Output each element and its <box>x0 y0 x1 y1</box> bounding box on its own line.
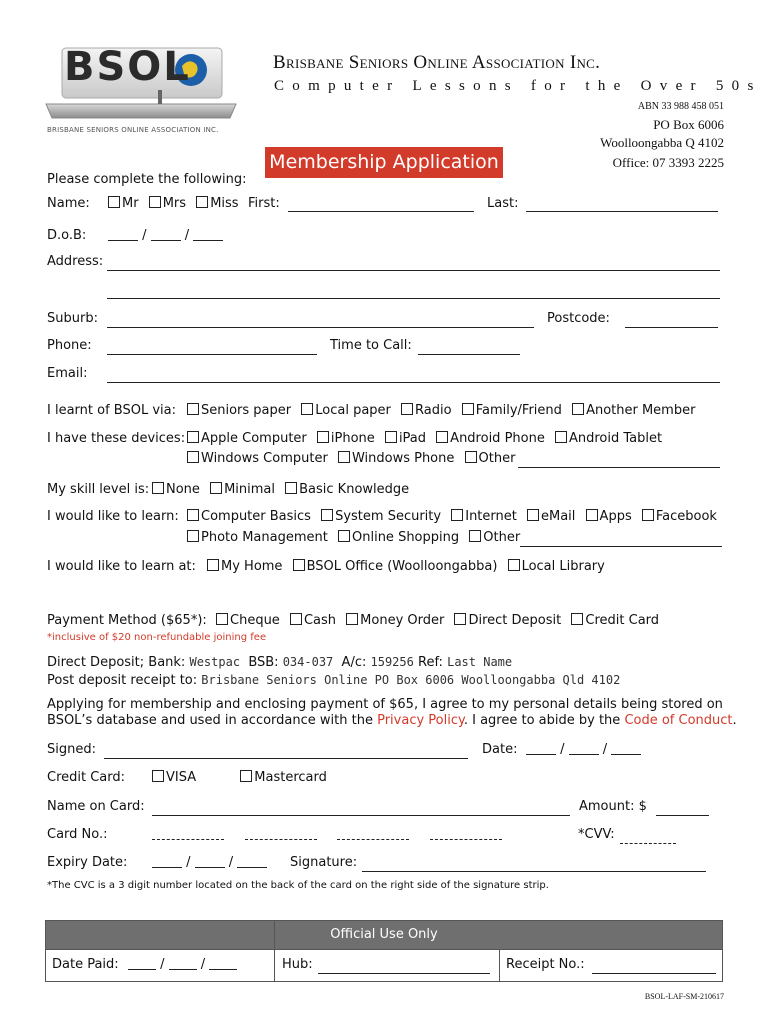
option-label: Cheque <box>230 613 280 628</box>
option-another-member[interactable] <box>572 403 695 418</box>
option-label: Mastercard <box>254 770 327 785</box>
card-number-field[interactable] <box>152 827 502 842</box>
dob-year-blank[interactable] <box>193 228 223 241</box>
post-receipt-line <box>47 673 620 688</box>
email-checkbox[interactable] <box>527 509 539 521</box>
amount-label: Amount: $ <box>579 799 647 814</box>
option-label: iPhone <box>330 431 375 446</box>
logo <box>44 44 239 139</box>
dob-label: D.o.B: <box>47 228 87 243</box>
signed-label: Signed: <box>47 742 96 757</box>
direct-deposit-line <box>47 655 512 670</box>
location-local-library[interactable] <box>508 559 605 574</box>
bsb-label: BSB: <box>248 655 279 670</box>
money-order-checkbox[interactable] <box>346 613 358 625</box>
sign-date-field[interactable]: / / <box>526 742 641 757</box>
learn-apps[interactable] <box>586 509 632 524</box>
paid-year-blank[interactable] <box>209 957 237 970</box>
payment-method-label: Payment Method ($65*): <box>47 613 207 628</box>
ac-label: A/c: <box>341 655 367 670</box>
option-label: Photo Management <box>201 530 328 545</box>
org-name: Brisbane Seniors Online Association Inc. <box>273 52 601 73</box>
skill-none-checkbox[interactable] <box>152 482 164 494</box>
photo-management-checkbox[interactable] <box>187 530 199 542</box>
sign-day-blank[interactable] <box>526 742 556 755</box>
option-label: Basic Knowledge <box>299 482 410 497</box>
postcode-label: Postcode: <box>547 311 610 326</box>
pay-cheque[interactable] <box>216 613 280 628</box>
option-label: Local paper <box>315 403 391 418</box>
learn-other-field[interactable] <box>520 532 722 547</box>
time-to-call-label: Time to Call: <box>330 338 412 353</box>
bsol-office-checkbox[interactable] <box>293 559 305 571</box>
learnt-label: I learnt of BSOL via: <box>47 403 176 418</box>
learn-internet[interactable] <box>451 509 517 524</box>
credit-card-checkbox[interactable] <box>571 613 583 625</box>
option-local-paper[interactable] <box>301 403 391 418</box>
windows-computer-checkbox[interactable] <box>187 451 199 463</box>
cvc-note: *The CVC is a 3 digit number located on the back of the card on the right side of the signature strip. <box>47 880 549 891</box>
cvv-label: *CVV: <box>578 827 615 842</box>
option-label: Android Tablet <box>568 431 663 446</box>
online-shopping-checkbox[interactable] <box>338 530 350 542</box>
device-ipad[interactable] <box>385 431 426 446</box>
dd-label: Direct Deposit; <box>47 655 145 670</box>
learn-system-security[interactable] <box>321 509 441 524</box>
devices-row-1 <box>187 431 668 446</box>
logo-caption: BRISBANE SENIORS ONLINE ASSOCIATION INC. <box>47 126 219 134</box>
option-label: Radio <box>415 403 452 418</box>
cash-checkbox[interactable] <box>290 613 302 625</box>
miss-label: Miss <box>210 196 239 211</box>
address-line-1-field[interactable] <box>107 256 720 271</box>
learn-other-checkbox[interactable] <box>469 530 481 542</box>
devices-label: I have these devices: <box>47 431 186 446</box>
internet-checkbox[interactable] <box>451 509 463 521</box>
option-label: Credit Card <box>585 613 660 628</box>
sign-year-blank[interactable] <box>611 742 641 755</box>
divider <box>46 949 722 950</box>
tagline: Computer Lessons for the Over 50s <box>274 78 762 94</box>
cvv-field[interactable] <box>620 831 676 844</box>
apps-checkbox[interactable] <box>586 509 598 521</box>
learn-row-1 <box>187 509 723 524</box>
option-label: Computer Basics <box>201 509 311 524</box>
date-label: Date: <box>482 742 518 757</box>
title-miss-option[interactable] <box>196 196 238 211</box>
paid-day-blank[interactable] <box>128 957 156 970</box>
receipt-number-field[interactable] <box>592 959 716 974</box>
option-label: BSOL Office (Woolloongabba) <box>306 559 498 574</box>
suburb-label: Suburb: <box>47 311 98 326</box>
email-label: Email: <box>47 366 88 381</box>
po-box: PO Box 6006 <box>653 117 724 132</box>
card-group-4[interactable] <box>430 827 502 840</box>
device-android-phone[interactable] <box>436 431 545 446</box>
pay-credit-card[interactable] <box>571 613 659 628</box>
device-android-tablet[interactable] <box>555 431 662 446</box>
signature-field[interactable] <box>362 857 706 872</box>
expiry-year-blank[interactable] <box>237 855 267 868</box>
family-friend-checkbox[interactable] <box>462 403 474 415</box>
device-other-checkbox[interactable] <box>465 451 477 463</box>
seniors-paper-checkbox[interactable] <box>187 403 199 415</box>
device-windows-phone[interactable] <box>338 451 454 466</box>
code-of-conduct-link[interactable]: Code of Conduct <box>624 713 733 728</box>
learn-photo-management[interactable] <box>187 530 328 545</box>
skill-minimal[interactable] <box>210 482 275 497</box>
credit-card-label: Credit Card: <box>47 770 126 785</box>
last-name-label: Last: <box>487 196 519 211</box>
mrs-label: Mrs <box>162 196 187 211</box>
first-name-label: First: <box>248 196 280 211</box>
name-on-card-field[interactable] <box>152 801 570 816</box>
official-use-title: Official Use Only <box>330 927 438 942</box>
skill-label: My skill level is: <box>47 482 150 497</box>
card-number-label: Card No.: <box>47 827 108 842</box>
option-family-friend[interactable] <box>462 403 562 418</box>
first-name-field[interactable] <box>288 197 474 212</box>
divider <box>274 921 275 981</box>
office-phone: Office: 07 3393 2225 <box>612 155 724 170</box>
expiry-label: Expiry Date: <box>47 855 128 870</box>
paid-month-blank[interactable] <box>169 957 197 970</box>
phone-field[interactable] <box>107 340 317 355</box>
ipad-checkbox[interactable] <box>385 431 397 443</box>
location-bsol-office[interactable] <box>293 559 498 574</box>
mrs-checkbox[interactable] <box>149 196 161 208</box>
learn-label: I would like to learn: <box>47 509 179 524</box>
option-label: Online Shopping <box>352 530 460 545</box>
option-label: Other <box>483 530 521 545</box>
pay-direct-deposit[interactable] <box>454 613 561 628</box>
miss-checkbox[interactable] <box>196 196 208 208</box>
option-label: Seniors paper <box>201 403 292 418</box>
pay-cash[interactable] <box>290 613 336 628</box>
option-radio[interactable] <box>401 403 452 418</box>
last-name-field[interactable] <box>526 197 718 212</box>
option-label: Cash <box>303 613 337 628</box>
form-title-banner <box>265 147 503 178</box>
option-label: My Home <box>221 559 283 574</box>
option-label: VISA <box>166 770 197 785</box>
apple-computer-checkbox[interactable] <box>187 431 199 443</box>
option-label: Another Member <box>586 403 696 418</box>
android-phone-checkbox[interactable] <box>436 431 448 443</box>
ac-value: 159256 <box>370 655 414 669</box>
bank-label: Bank: <box>148 655 186 670</box>
payment-method-options <box>216 613 665 628</box>
direct-deposit-checkbox[interactable] <box>454 613 466 625</box>
option-label: iPad <box>398 431 427 446</box>
name-label: Name: <box>47 196 90 211</box>
learn-facebook[interactable] <box>642 509 717 524</box>
dob-field[interactable]: / / <box>108 228 223 243</box>
phone-label: Phone: <box>47 338 92 353</box>
another-member-checkbox[interactable] <box>572 403 584 415</box>
amount-field[interactable] <box>656 801 709 816</box>
signed-field[interactable] <box>104 744 468 759</box>
device-other[interactable] <box>465 451 516 466</box>
pay-money-order[interactable] <box>346 613 444 628</box>
intro-text: Please complete the following: <box>47 172 247 187</box>
card-mastercard[interactable] <box>240 770 327 785</box>
suburb-line: Woolloongabba Q 4102 <box>600 135 724 150</box>
option-label: eMail <box>541 509 576 524</box>
option-label: Direct Deposit <box>468 613 562 628</box>
radio-checkbox[interactable] <box>401 403 413 415</box>
address-line-2-field[interactable] <box>107 284 720 299</box>
agreement-text: . <box>732 713 737 728</box>
option-label: Other <box>478 451 516 466</box>
divider <box>499 949 500 981</box>
system-security-checkbox[interactable] <box>321 509 333 521</box>
iphone-checkbox[interactable] <box>317 431 329 443</box>
skill-basic-knowledge[interactable] <box>285 482 409 497</box>
learn-online-shopping[interactable] <box>338 530 459 545</box>
postcode-field[interactable] <box>625 313 718 328</box>
email-field[interactable] <box>107 368 720 383</box>
time-to-call-field[interactable] <box>418 340 520 355</box>
facebook-checkbox[interactable] <box>642 509 654 521</box>
option-label: Facebook <box>655 509 717 524</box>
mr-checkbox[interactable] <box>108 196 120 208</box>
option-label: Money Order <box>360 613 445 628</box>
expiry-day-blank[interactable] <box>152 855 182 868</box>
privacy-policy-link[interactable]: Privacy Policy <box>377 713 464 728</box>
option-label: Apple Computer <box>201 431 307 446</box>
device-iphone[interactable] <box>317 431 375 446</box>
suburb-field[interactable] <box>107 313 534 328</box>
option-label: Family/Friend <box>475 403 562 418</box>
date-paid-label: Date Paid: <box>52 957 119 972</box>
title-options <box>108 196 245 211</box>
option-seniors-paper[interactable] <box>187 403 291 418</box>
title-mrs-option[interactable] <box>149 196 186 211</box>
visa-checkbox[interactable] <box>152 770 164 782</box>
card-group-1[interactable] <box>152 827 224 840</box>
device-windows-computer[interactable] <box>187 451 328 466</box>
windows-phone-checkbox[interactable] <box>338 451 350 463</box>
bsb-value: 034-037 <box>282 655 334 669</box>
option-label: Local Library <box>521 559 605 574</box>
expiry-field[interactable]: / / <box>152 855 267 870</box>
hub-label: Hub: <box>282 957 313 972</box>
agreement-text: . I agree to abide by the <box>463 713 621 728</box>
option-label: Windows Computer <box>201 451 328 466</box>
option-label: Apps <box>599 509 632 524</box>
official-use-box <box>45 920 723 982</box>
skill-basic-checkbox[interactable] <box>285 482 297 494</box>
signature-label: Signature: <box>290 855 358 870</box>
option-label: System Security <box>335 509 442 524</box>
agreement-text: BSOL’s database and used in accordance with the <box>47 713 373 728</box>
form-title: Membership Application <box>269 151 499 173</box>
agreement-line-2 <box>47 713 737 728</box>
option-label: Windows Phone <box>351 451 455 466</box>
learnt-options <box>187 403 701 418</box>
ref-label: Ref: <box>418 655 443 670</box>
title-mr-option[interactable] <box>108 196 139 211</box>
local-library-checkbox[interactable] <box>508 559 520 571</box>
option-label: Internet <box>465 509 517 524</box>
logo-text: BSOL <box>64 44 191 90</box>
location-options <box>207 559 611 574</box>
location-my-home[interactable] <box>207 559 282 574</box>
post-label: Post deposit receipt to: <box>47 673 198 688</box>
name-on-card-label: Name on Card: <box>47 799 145 814</box>
card-type-options <box>152 770 333 785</box>
form-code: BSOL-LAF-SM-210617 <box>644 992 724 1001</box>
card-group-2[interactable] <box>245 827 317 840</box>
mastercard-checkbox[interactable] <box>240 770 252 782</box>
device-other-field[interactable] <box>518 453 720 468</box>
option-label: None <box>166 482 200 497</box>
device-apple-computer[interactable] <box>187 431 307 446</box>
learn-email[interactable] <box>527 509 575 524</box>
local-paper-checkbox[interactable] <box>301 403 313 415</box>
abn: ABN 33 988 458 051 <box>637 101 724 112</box>
ref-value: Last Name <box>447 655 513 669</box>
location-label: I would like to learn at: <box>47 559 196 574</box>
date-paid-field[interactable]: / / <box>128 957 237 972</box>
fee-note: *inclusive of $20 non-refundable joining fee <box>47 632 267 643</box>
dob-month-blank[interactable] <box>151 228 181 241</box>
devices-row-2 <box>187 451 521 466</box>
sign-month-blank[interactable] <box>569 742 599 755</box>
skill-none[interactable] <box>152 482 200 497</box>
bank-value: Westpac <box>189 655 241 669</box>
my-home-checkbox[interactable] <box>207 559 219 571</box>
address-label: Address: <box>47 254 104 269</box>
computer-basics-checkbox[interactable] <box>187 509 199 521</box>
official-use-header <box>46 921 722 949</box>
expiry-month-blank[interactable] <box>195 855 225 868</box>
agreement-line-1: Applying for membership and enclosing payment of $65, I agree to my personal details being stored on <box>47 697 723 712</box>
option-label: Minimal <box>224 482 275 497</box>
learn-other[interactable] <box>469 530 520 545</box>
post-address: Brisbane Seniors Online PO Box 6006 Woolloongabba Qld 4102 <box>201 673 621 687</box>
receipt-number-label: Receipt No.: <box>506 957 585 972</box>
learn-row-2 <box>187 530 526 545</box>
mr-label: Mr <box>122 196 139 211</box>
card-visa[interactable] <box>152 770 196 785</box>
card-group-3[interactable] <box>337 827 409 840</box>
skill-options <box>152 482 415 497</box>
option-label: Android Phone <box>450 431 545 446</box>
skill-minimal-checkbox[interactable] <box>210 482 222 494</box>
hub-field[interactable] <box>318 959 490 974</box>
learn-computer-basics[interactable] <box>187 509 311 524</box>
cheque-checkbox[interactable] <box>216 613 228 625</box>
dob-day-blank[interactable] <box>108 228 138 241</box>
android-tablet-checkbox[interactable] <box>555 431 567 443</box>
